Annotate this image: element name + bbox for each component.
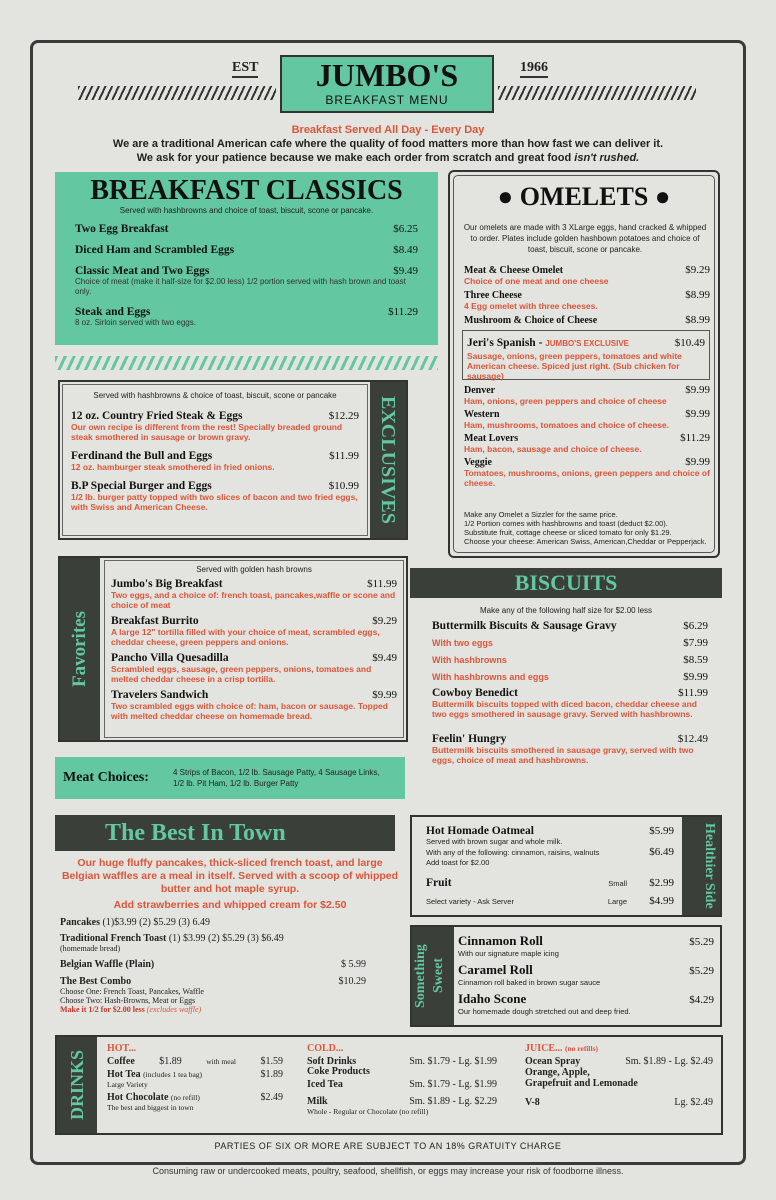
item-desc: Scrambled eggs, sausage, green peppers, onions, tomatoes and melted cheddar cheese in a crisp tortilla. [111, 664, 372, 684]
meat-choices-section [55, 757, 405, 799]
item-price: $5.29 [689, 936, 714, 948]
drinks-cold: COLD... Soft Drinks Sm. $1.79 - Lg. $1.99 Coke Products Iced Tea Sm. $1.79 - Lg. $1.99 Milk Sm. $1.89 - Lg. $2.29 Whole - Regular or Chocolate (no refill) [307, 1043, 497, 1116]
sweet-section [410, 925, 722, 1027]
item-name: Meat & Cheese Omelet [464, 265, 564, 276]
item-price: $9.99 [685, 408, 710, 420]
menu-item [111, 578, 397, 610]
menu-item [71, 450, 359, 472]
item-desc: Two scrambled eggs with choice of: ham, bacon or sausage. Topped with melted cheddar cheese on homemade bread. [111, 701, 388, 721]
item-name: Veggie [464, 457, 492, 468]
item-price: $9.99 [685, 456, 710, 468]
biscuits-sub: Make any of the following half size for $2.00 less [479, 606, 653, 615]
item-price: $9.29 [372, 615, 397, 627]
classics-list [75, 223, 418, 328]
classics-section [55, 172, 438, 345]
served-all-day: Breakfast Served All Day - Every Day [291, 124, 485, 136]
healthier-section: Hot Homade Oatmeal $5.99 Served with brown sugar and whole milk. With any of the following: cinnamon, raisins, walnuts $6.49 Add toast for $2.00 Fruit Small $2.99 Select variety - Ask Server Large $4.99 Healthier Side [410, 815, 722, 917]
item-desc: Ham, bacon, sausage and choice of cheese. [464, 444, 642, 454]
biscuit-option: With two eggs $7.99 [432, 637, 708, 649]
item-price: $8.49 [393, 244, 418, 256]
item-price: $11.29 [388, 306, 418, 318]
item-desc: Choice of meat (make it half-size for $2.00 less) 1/2 portion served with hash brown and toast only. [75, 277, 406, 296]
favorites-side-label: Favorites [60, 558, 100, 740]
drinks-juice: JUICE... (no refills) Ocean Spray Sm. $1.89 - Lg. $2.49 Orange, Apple, Grapefruit and Lemonade V-8 Lg. $2.49 [525, 1043, 713, 1108]
item-desc: Tomatoes, mushrooms, onions, green peppers and choice of cheese. [464, 468, 710, 488]
item-price: $9.49 [372, 652, 397, 664]
item-price: $9.29 [685, 264, 710, 276]
menu-item [464, 456, 710, 488]
item-name: Steak and Eggs [75, 306, 151, 318]
sweet-side-label: Something Sweet [412, 927, 454, 1025]
item-desc: A large 12" tortilla filled with your choice of meat, scrambled eggs, cheddar cheese, green peppers and onions. [111, 627, 380, 647]
exclusives-list [71, 410, 359, 512]
est-label: EST [232, 60, 258, 78]
jeris-spanish-box: Jeri's Spanish - JUMBO'S EXCLUSIVE $10.49 Sausage, onions, green peppers, tomatoes and white American cheese. Spiced just right. (Sub chicken for sausage) [462, 330, 710, 380]
menu-item [458, 991, 714, 1016]
sweet-list [458, 933, 714, 1016]
item-name: Mushroom & Choice of Cheese [464, 315, 598, 326]
item-price: $11.99 [329, 450, 359, 462]
omelets-list [464, 264, 710, 326]
meat-choices-line-1: 4 Strips of Bacon, 1/2 lb. Sausage Patty, 4 Sausage Links, [173, 768, 380, 777]
item-desc: Ham, mushrooms, tomatoes and choice of cheese. [464, 420, 670, 430]
menu-item [75, 244, 418, 256]
biscuits-title: BISCUITS [410, 568, 722, 598]
best-title: The Best In Town [55, 815, 395, 851]
menu-item [71, 410, 359, 442]
item-price: $8.99 [685, 289, 710, 301]
menu-item [458, 962, 714, 987]
header-hatch-right [498, 86, 696, 100]
classics-hatch [55, 356, 438, 370]
menu-item [111, 689, 397, 721]
biscuit-option: With hashbrowns $8.59 [432, 654, 708, 666]
item-price: $12.29 [328, 410, 359, 422]
favorites-section [58, 556, 408, 742]
best-desc: Our huge fluffy pancakes, thick-sliced french toast, and large Belgian waffles are a meal in itself. Served with a scoop of whipped butter and hot maple syrup. [61, 857, 399, 895]
menu-item [71, 480, 359, 512]
jeris-desc: Sausage, onions, green peppers, tomatoes and white American cheese. Spiced just right. (Sub chicken for sausage) [467, 351, 682, 381]
item-price: $8.99 [685, 314, 710, 326]
healthier-side-label: Healthier Side [682, 817, 720, 915]
item-name: Classic Meat and Two Eggs [75, 265, 210, 277]
item-desc: Ham, onions, green peppers and choice of cheese [464, 396, 667, 406]
drinks-side-label: DRINKS [57, 1037, 97, 1133]
meat-choices-label: Meat Choices: [63, 770, 149, 785]
drinks-hot: HOT... Coffee $1.89 with meal $1.59 Hot Tea (includes 1 tea bag) $1.89 Large Variety Hot Chocolate (no refill) $2.49 The best and biggest in town [107, 1043, 283, 1112]
item-price: $6.25 [393, 223, 418, 235]
menu-item [464, 408, 710, 430]
header-hatch-left [78, 86, 276, 100]
best-list: Pancakes (1)$3.99 (2) $5.29 (3) 6.49 Traditional French Toast (1) $3.99 (2) $5.29 (3) $6.49 (homemade bread) Belgian Waffle (Plain) $ 5.99 The Best Combo $10.29 Choose One: French Toast, Pancakes, Waffle Choose Two: Hash-Browns, Meat or Eggs Make it 1/2 for $2.00 less (excludes waffle) [60, 917, 366, 1014]
item-name: Meat Lovers [464, 433, 519, 444]
menu-item [464, 264, 710, 286]
item-desc: Cinnamon roll baked in brown sugar sauce [458, 978, 601, 987]
item-name: Two Egg Breakfast [75, 223, 169, 235]
item-name: Diced Ham and Scrambled Eggs [75, 244, 235, 256]
intro-line-2: We ask for your patience because we make each order from scratch and great food isn't rushed. [136, 152, 640, 164]
omelets-notes: Make any Omelet a Sizzler for the same price. 1/2 Portion comes with hashbrowns and toast (deduct $2.00). Substitute fruit, cottage cheese or sliced tomato for only $1.29. Choose your cheese: American Swiss, American,Cheddar or Pepperjack. [464, 510, 707, 546]
drinks-section [55, 1035, 723, 1135]
item-name: Three Cheese [464, 290, 522, 301]
favorites-list [111, 578, 397, 721]
item-name: Denver [464, 385, 496, 396]
menu-item [464, 384, 710, 406]
omelets-intro: Our omelets are made with 3 XLarge eggs, hand cracked & whipped to order. Plates include golden hashbown potatoes and choice of toast, biscuit, scone or pancake. [463, 223, 707, 254]
menu-item [464, 314, 710, 326]
item-desc: With our signature maple icing [458, 949, 559, 958]
item-name: Caramel Roll [458, 962, 533, 977]
exclusive-tag: JUMBO'S EXCLUSIVE [545, 339, 629, 348]
item-desc: 4 Egg omelet with three cheeses. [464, 301, 598, 311]
est-year: 1966 [520, 60, 548, 78]
item-desc: Our own recipe is different from the rest! Specially breaded ground steak smothered in sausage or brown gravy. [71, 422, 343, 442]
item-name: Travelers Sandwich [111, 689, 209, 701]
item-desc: 12 oz. hamburger steak smothered in fried onions. [71, 462, 275, 472]
item-name: Ferdinand the Bull and Eggs [71, 450, 213, 462]
classics-sub: Served with hashbrowns and choice of toast, biscuit, scone or pancake. [119, 206, 374, 215]
item-desc: 8 oz. Sirloin served with two eggs. [75, 318, 196, 327]
omelets-section [448, 170, 720, 558]
menu-item [75, 306, 418, 328]
menu-item [111, 652, 397, 684]
menu-item [75, 265, 418, 297]
exclusives-sub: Served with hashbrowns & choice of toast, biscuit, scone or pancake [93, 391, 337, 400]
item-name: Western [464, 409, 500, 420]
item-price: $9.99 [685, 384, 710, 396]
item-name: B.P Special Burger and Eggs [71, 480, 212, 492]
item-desc: 1/2 lb. burger patty topped with two slices of bacon and two fried eggs, with Swiss and American Cheese. [71, 492, 358, 512]
item-desc: Choice of one meat and one cheese [464, 276, 609, 286]
item-price: $11.29 [680, 432, 710, 444]
foodborne-warning: Consuming raw or undercooked meats, poultry, seafood, shellfish, or eggs may increase your risk of foodborne illness. [152, 1166, 624, 1176]
item-price: $5.29 [689, 965, 714, 977]
menu-subtitle: BREAKFAST MENU [325, 93, 449, 107]
exclusives-side-label: EXCLUSIVES [370, 382, 406, 538]
item-price: $11.99 [367, 578, 397, 590]
menu-item [464, 432, 710, 454]
item-name: Pancho Villa Quesadilla [111, 652, 229, 664]
item-desc: Our homemade dough stretched out and deep fried. [458, 1007, 631, 1016]
item-price: $9.99 [372, 689, 397, 701]
item-name: Breakfast Burrito [111, 615, 199, 627]
favorites-sub: Served with golden hash browns [196, 565, 312, 574]
item-name: Cinnamon Roll [458, 933, 543, 948]
item-price: $10.99 [328, 480, 359, 492]
omelets-title: ● OMELETS ● [497, 182, 671, 211]
biscuits-list: Buttermilk Biscuits & Sausage Gravy $6.29 With two eggs $7.99 With hashbrowns $8.59 With hashbrowns and eggs $9.99 Cowboy Benedict $11.99 Buttermilk biscuits topped with diced bacon, cheddar cheese and two eggs smothered in sausage gravy. Served with hashbrowns. Feelin' Hungry $12.49 Buttermilk biscuits smothered in sausage gravy, served with two eggs, choice of meat and hashbrowns. [432, 620, 708, 765]
menu-item [464, 289, 710, 311]
item-name: 12 oz. Country Fried Steak & Eggs [71, 410, 243, 422]
item-price: $9.49 [393, 265, 418, 277]
biscuit-option: With hashbrowns and eggs $9.99 [432, 671, 708, 683]
menu-item [458, 933, 714, 958]
best-add: Add strawberries and whipped cream for $2.50 [113, 899, 347, 911]
meat-choices-line-2: 1/2 lb. Pit Ham, 1/2 lb. Burger Patty [173, 779, 299, 788]
gratuity-note: PARTIES OF SIX OR MORE ARE SUBJECT TO AN 18% GRATUITY CHARGE [214, 1141, 562, 1151]
item-name: Idaho Scone [458, 991, 527, 1006]
item-desc: Two eggs, and a choice of: french toast, pancakes,waffle or scone and choice of meat [111, 590, 396, 610]
item-price: $4.29 [689, 994, 714, 1006]
omelets-list-2 [464, 384, 710, 488]
menu-item [75, 223, 418, 235]
classics-title: BREAKFAST CLASSICS [90, 175, 403, 206]
item-name: Jumbo's Big Breakfast [111, 578, 223, 590]
logo-box [280, 55, 494, 113]
intro-line-1: We are a traditional American cafe where the quality of food matters more than how fast we can deliver it. [112, 138, 664, 150]
restaurant-name: JUMBO'S [315, 57, 459, 93]
menu-item [111, 615, 397, 647]
exclusives-section [58, 380, 408, 540]
